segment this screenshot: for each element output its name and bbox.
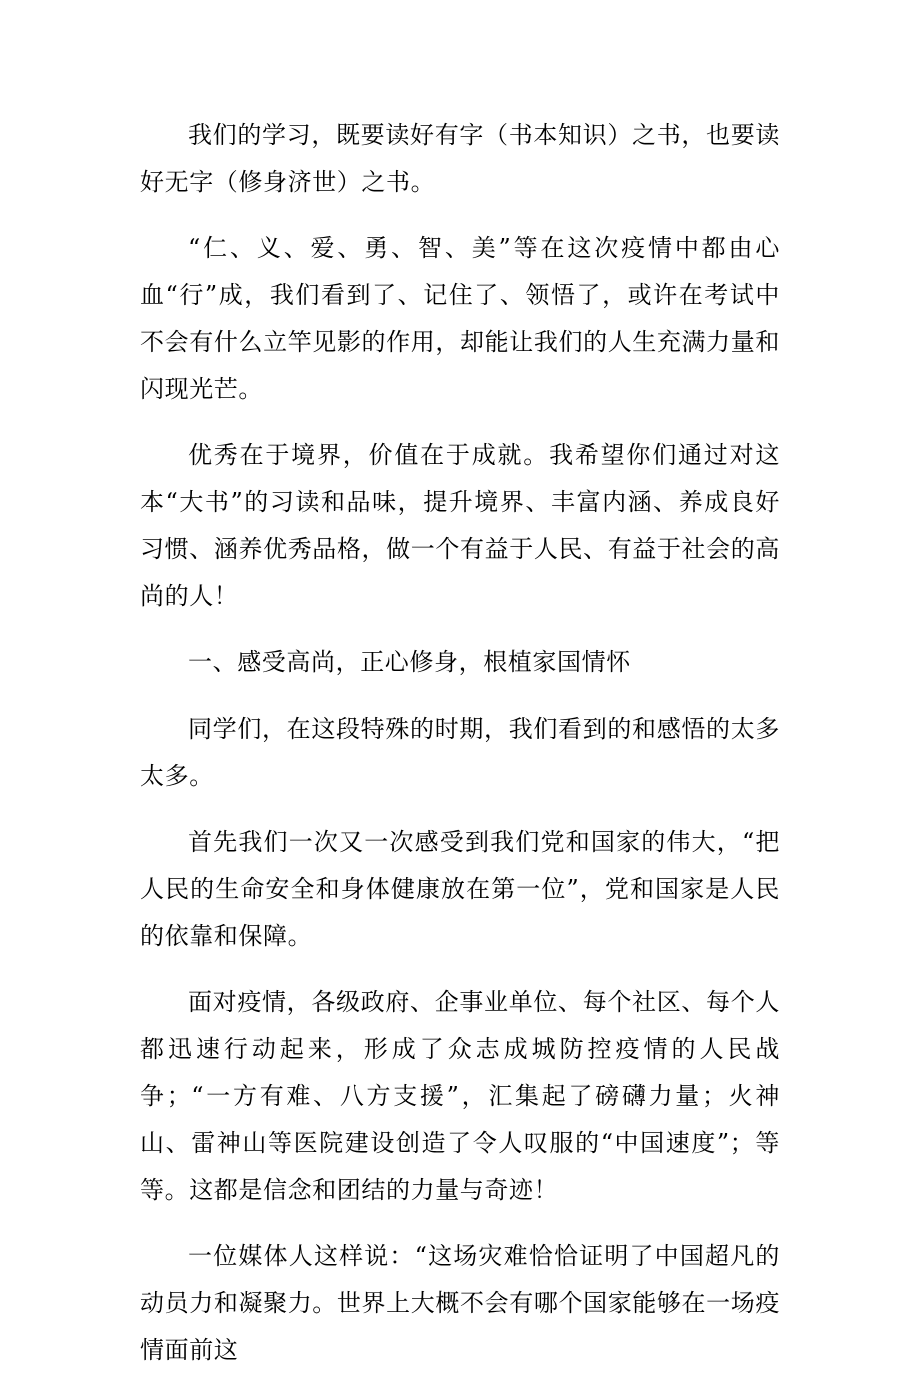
paragraph-4: 同学们，在这段特殊的时期，我们看到的和感悟的太多太多。 xyxy=(140,715,780,790)
paragraph-7: 一位媒体人这样说：“这场灾难恰恰证明了中国超凡的动员力和凝聚力。世界上大概不会有哪个国家能够在一场疫情面前这 xyxy=(140,1242,780,1364)
paragraph-1: 我们的学习，既要读好有字（书本知识）之书，也要读好无字（修身济世）之书。 xyxy=(140,121,780,196)
paragraph-6: 面对疫情，各级政府、企事业单位、每个社区、每个人都迅速行动起来，形成了众志成城防控疫情的人民战争；“一方有难、八方支援”，汇集起了磅礴力量；火神山、雷神山等医院建设创造了令人叹服的“中国速度”；等等。这都是信念和团结的力量与奇迹！ xyxy=(140,988,780,1204)
section-heading-1: 一、感受高尚，正心修身，根植家国情怀 xyxy=(188,648,631,676)
paragraph-2: “仁、义、爱、勇、智、美”等在这次疫情中都由心血“行”成，我们看到了、记住了、领悟了，或许在考试中不会有什么立竿见影的作用，却能让我们的人生充满力量和闪现光芒。 xyxy=(140,234,780,403)
paragraph-3: 优秀在于境界，价值在于成就。我希望你们通过对这本“大书”的习读和品味，提升境界、丰富内涵、养成良好习惯、涵养优秀品格，做一个有益于人民、有益于社会的高尚的人！ xyxy=(140,441,780,610)
document-body xyxy=(140,112,780,1393)
paragraph-5: 首先我们一次又一次感受到我们党和国家的伟大，“把人民的生命安全和身体健康放在第一位”，党和国家是人民的依靠和保障。 xyxy=(140,828,780,950)
